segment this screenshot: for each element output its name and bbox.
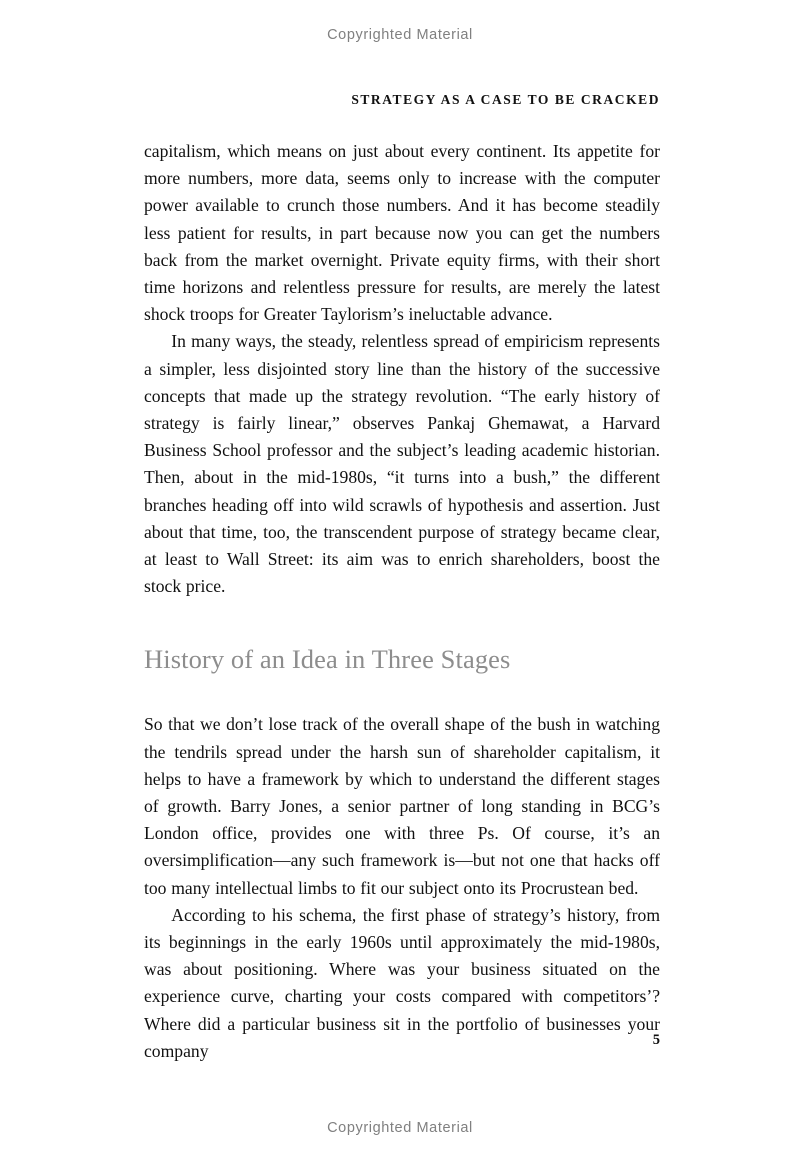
copyrighted-material-watermark-top: Copyrighted Material (327, 27, 473, 43)
copyrighted-material-watermark-bottom: Copyrighted Material (327, 1120, 473, 1136)
page-number: 5 (652, 1032, 660, 1048)
paragraph-capitalism: capitalism, which means on just about every continent. Its appetite for more numbers, more data, seems only to increase with the computer power available to crunch those numbers. And it has become steadily less patient for results, in part because now you can get the numbers back from the market overnight. Private equity firms, with their short time horizons and relentless pressure for results, are merely the latest shock troops for Greater Taylorism’s ineluctable advance. (144, 141, 660, 325)
paragraph-empiricism: In many ways, the steady, relentless spread of empiricism represents a simpler, less disjointed story line than the history of the successive concepts that made up the strategy revolution. “The early history of strategy is fairly linear,” observes Pankaj Ghemawat, a Harvard Business School professor and the subject’s leading academic historian. Then, about in the mid-1980s, “it turns into a bush,” the different branches heading off into wild scrawls of hypothesis and assertion. Just about that time, too, the transcendent purpose of strategy became clear, at least to Wall Street: its aim was to enrich shareholders, boost the stock price. (144, 331, 660, 597)
paragraph-framework: So that we don’t lose track of the overall shape of the bush in watching the tendrils spread under the harsh sun of shareholder capitalism, it helps to have a framework by which to understand the different stages of growth. Barry Jones, a senior partner of long standing in BCG’s London office, provides one with three Ps. Of course, it’s an oversimplification—any such framework is—but not one that hacks off too many intellectual limbs to fit our subject onto its Procrustean bed. (144, 714, 660, 898)
page-text-block (144, 138, 660, 1065)
running-head-chapter-title: STRATEGY AS A CASE TO BE CRACKED (351, 92, 660, 107)
section-heading-history-of-an-idea: History of an Idea in Three Stages (144, 644, 511, 675)
paragraph-schema: According to his schema, the first phase of strategy’s history, from its beginnings in the early 1960s until approximately the mid-1980s, was about positioning. Where was your business situated on the experience curve, charting your costs compared with competitors’? Where did a particular business sit in the portfolio of businesses your company (144, 904, 660, 1061)
section-heading-wrap (144, 643, 660, 675)
